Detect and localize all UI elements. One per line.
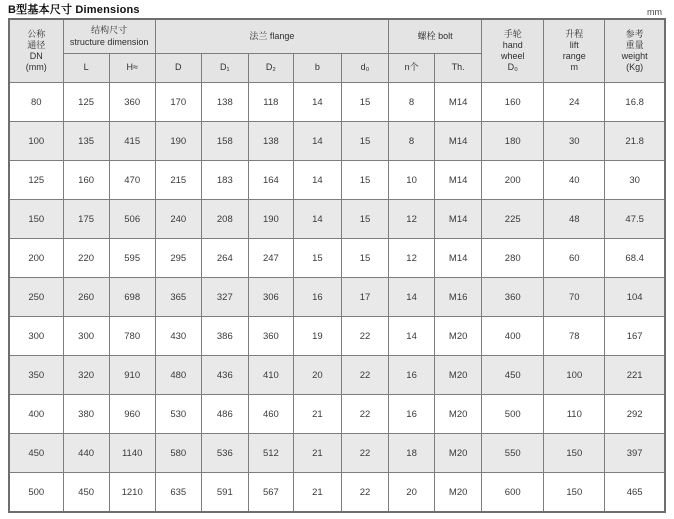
cell-b: 19 (293, 317, 341, 356)
table-row (9, 434, 665, 473)
cell-thread: M14 (435, 83, 482, 122)
cell-l: 450 (63, 473, 109, 513)
header-dn (9, 19, 63, 83)
cell-h-approx: 415 (109, 122, 155, 161)
cell-h-approx: 1210 (109, 473, 155, 513)
cell-l: 300 (63, 317, 109, 356)
cell-b: 20 (293, 356, 341, 395)
cell-lift-m: 110 (544, 395, 605, 434)
cell-l: 220 (63, 239, 109, 278)
cell-d: 190 (155, 122, 201, 161)
cell-weight-kg: 167 (605, 317, 665, 356)
cell-d0: 22 (341, 317, 388, 356)
cell-l: 380 (63, 395, 109, 434)
cell-thread: M20 (435, 356, 482, 395)
cell-d1: 591 (201, 473, 248, 513)
table-row (9, 395, 665, 434)
cell-n-count: 14 (389, 278, 435, 317)
cell-dn: 400 (9, 395, 63, 434)
cell-b: 21 (293, 395, 341, 434)
cell-weight-kg: 68.4 (605, 239, 665, 278)
cell-dn: 80 (9, 83, 63, 122)
cell-d0: 22 (341, 473, 388, 513)
cell-lift-m: 150 (544, 473, 605, 513)
cell-d0: 15 (341, 161, 388, 200)
cell-n-count: 10 (389, 161, 435, 200)
table-row (9, 356, 665, 395)
header-lift-range-line: m (570, 62, 579, 73)
table-row (9, 239, 665, 278)
cell-d: 635 (155, 473, 201, 513)
cell-d1: 208 (201, 200, 248, 239)
subheader-b: b (293, 54, 341, 83)
cell-thread: M14 (435, 161, 482, 200)
cell-b: 14 (293, 161, 341, 200)
cell-d0: 22 (341, 356, 388, 395)
cell-d1: 158 (201, 122, 248, 161)
cell-d: 215 (155, 161, 201, 200)
cell-weight-kg: 292 (605, 395, 665, 434)
cell-n-count: 18 (389, 434, 435, 473)
header-hand-wheel-line: hand (502, 39, 523, 50)
subheader-d0: d₀ (341, 54, 388, 83)
header-structure-dimension (63, 19, 155, 54)
title-bar (8, 2, 666, 17)
cell-b: 15 (293, 239, 341, 278)
cell-dn: 125 (9, 161, 63, 200)
cell-lift-m: 40 (544, 161, 605, 200)
cell-wheel-d0: 225 (482, 200, 544, 239)
cell-d: 365 (155, 278, 201, 317)
cell-weight-kg: 16.8 (605, 83, 665, 122)
header-weight-line: 参考 (625, 28, 644, 39)
table-row (9, 200, 665, 239)
cell-weight-kg: 47.5 (605, 200, 665, 239)
header-lift-range (544, 19, 605, 83)
header-weight-line: (Kg) (626, 62, 644, 73)
cell-d2: 190 (248, 200, 293, 239)
cell-n-count: 20 (389, 473, 435, 513)
cell-n-count: 16 (389, 395, 435, 434)
cell-d2: 138 (248, 122, 293, 161)
header-hand-wheel-line: 手轮 (503, 28, 522, 39)
cell-d0: 15 (341, 239, 388, 278)
cell-dn: 250 (9, 278, 63, 317)
cell-lift-m: 24 (544, 83, 605, 122)
header-hand-wheel-line: D₀ (507, 62, 518, 73)
header-lift-range-line: lift (569, 39, 579, 50)
dimensions-table (8, 18, 666, 513)
unit-label: mm (647, 7, 662, 17)
cell-wheel-d0: 500 (482, 395, 544, 434)
cell-lift-m: 150 (544, 434, 605, 473)
cell-b: 14 (293, 122, 341, 161)
cell-d0: 15 (341, 83, 388, 122)
cell-l: 135 (63, 122, 109, 161)
cell-d: 530 (155, 395, 201, 434)
cell-d: 295 (155, 239, 201, 278)
cell-dn: 300 (9, 317, 63, 356)
cell-wheel-d0: 200 (482, 161, 544, 200)
table-body (9, 83, 665, 513)
cell-n-count: 16 (389, 356, 435, 395)
cell-d2: 567 (248, 473, 293, 513)
cell-wheel-d0: 360 (482, 278, 544, 317)
cell-lift-m: 60 (544, 239, 605, 278)
cell-h-approx: 360 (109, 83, 155, 122)
cell-thread: M20 (435, 473, 482, 513)
header-dn-line: DN (29, 51, 43, 61)
header-weight (605, 19, 665, 83)
subheader-d1: D₁ (201, 54, 248, 83)
cell-weight-kg: 221 (605, 356, 665, 395)
cell-d2: 118 (248, 83, 293, 122)
cell-wheel-d0: 600 (482, 473, 544, 513)
cell-d1: 183 (201, 161, 248, 200)
cell-weight-kg: 30 (605, 161, 665, 200)
cell-b: 14 (293, 200, 341, 239)
cell-d: 580 (155, 434, 201, 473)
cell-d1: 327 (201, 278, 248, 317)
cell-d2: 306 (248, 278, 293, 317)
cell-h-approx: 698 (109, 278, 155, 317)
page-title: B型基本尺寸 Dimensions (8, 4, 140, 16)
cell-weight-kg: 465 (605, 473, 665, 513)
cell-dn: 500 (9, 473, 63, 513)
cell-weight-kg: 397 (605, 434, 665, 473)
header-dn-line: 公称 (27, 28, 46, 39)
cell-d: 430 (155, 317, 201, 356)
header-lift-range-line: range (562, 51, 586, 61)
cell-thread: M14 (435, 200, 482, 239)
cell-l: 175 (63, 200, 109, 239)
cell-n-count: 8 (389, 83, 435, 122)
cell-d1: 138 (201, 83, 248, 122)
cell-d: 170 (155, 83, 201, 122)
cell-thread: M20 (435, 395, 482, 434)
cell-d1: 486 (201, 395, 248, 434)
cell-lift-m: 70 (544, 278, 605, 317)
table-header (9, 19, 665, 83)
cell-l: 125 (63, 83, 109, 122)
subheader-d2: D₂ (248, 54, 293, 83)
table-row (9, 122, 665, 161)
cell-n-count: 12 (389, 239, 435, 278)
cell-n-count: 14 (389, 317, 435, 356)
cell-d2: 460 (248, 395, 293, 434)
cell-d: 240 (155, 200, 201, 239)
cell-l: 260 (63, 278, 109, 317)
cell-l: 320 (63, 356, 109, 395)
subheader-h-approx: H≈ (109, 54, 155, 83)
cell-thread: M20 (435, 434, 482, 473)
cell-dn: 350 (9, 356, 63, 395)
header-hand-wheel (482, 19, 544, 83)
cell-h-approx: 960 (109, 395, 155, 434)
header-structure-line: structure dimension (69, 36, 149, 47)
header-dn-line: 通径 (27, 39, 46, 50)
cell-b: 21 (293, 473, 341, 513)
header-weight-line: 重量 (625, 39, 644, 50)
table-row (9, 278, 665, 317)
subheader-thread: Th. (435, 54, 482, 83)
cell-d2: 512 (248, 434, 293, 473)
cell-weight-kg: 104 (605, 278, 665, 317)
cell-h-approx: 910 (109, 356, 155, 395)
cell-wheel-d0: 400 (482, 317, 544, 356)
cell-d1: 436 (201, 356, 248, 395)
cell-d2: 410 (248, 356, 293, 395)
cell-d0: 15 (341, 200, 388, 239)
cell-b: 16 (293, 278, 341, 317)
cell-lift-m: 30 (544, 122, 605, 161)
cell-d2: 247 (248, 239, 293, 278)
table-row (9, 317, 665, 356)
subheader-d: D (155, 54, 201, 83)
cell-lift-m: 78 (544, 317, 605, 356)
header-hand-wheel-line: wheel (500, 51, 525, 61)
cell-dn: 450 (9, 434, 63, 473)
cell-d0: 22 (341, 395, 388, 434)
cell-d: 480 (155, 356, 201, 395)
table-row (9, 473, 665, 513)
header-dn-line: (mm) (25, 62, 47, 73)
cell-l: 440 (63, 434, 109, 473)
header-structure-line: 结构尺寸 (91, 25, 128, 36)
cell-d1: 264 (201, 239, 248, 278)
table-row (9, 83, 665, 122)
cell-h-approx: 470 (109, 161, 155, 200)
cell-thread: M14 (435, 122, 482, 161)
cell-h-approx: 1140 (109, 434, 155, 473)
header-weight-line: weight (621, 51, 648, 61)
cell-d2: 360 (248, 317, 293, 356)
cell-thread: M16 (435, 278, 482, 317)
cell-h-approx: 780 (109, 317, 155, 356)
cell-wheel-d0: 180 (482, 122, 544, 161)
header-flange: 法兰 flange (155, 19, 388, 54)
subheader-l: L (63, 54, 109, 83)
cell-h-approx: 595 (109, 239, 155, 278)
cell-d1: 386 (201, 317, 248, 356)
cell-dn: 200 (9, 239, 63, 278)
cell-n-count: 12 (389, 200, 435, 239)
cell-d0: 22 (341, 434, 388, 473)
header-bolt: 螺栓 bolt (389, 19, 482, 54)
cell-h-approx: 506 (109, 200, 155, 239)
cell-lift-m: 48 (544, 200, 605, 239)
cell-n-count: 8 (389, 122, 435, 161)
cell-thread: M20 (435, 317, 482, 356)
cell-l: 160 (63, 161, 109, 200)
cell-b: 14 (293, 83, 341, 122)
cell-d0: 17 (341, 278, 388, 317)
cell-dn: 100 (9, 122, 63, 161)
cell-d0: 15 (341, 122, 388, 161)
cell-b: 21 (293, 434, 341, 473)
cell-wheel-d0: 280 (482, 239, 544, 278)
cell-thread: M14 (435, 239, 482, 278)
cell-dn: 150 (9, 200, 63, 239)
header-lift-range-line: 升程 (565, 28, 584, 39)
cell-d2: 164 (248, 161, 293, 200)
subheader-n-count: n个 (389, 54, 435, 83)
cell-wheel-d0: 450 (482, 356, 544, 395)
cell-wheel-d0: 160 (482, 83, 544, 122)
cell-lift-m: 100 (544, 356, 605, 395)
cell-wheel-d0: 550 (482, 434, 544, 473)
cell-weight-kg: 21.8 (605, 122, 665, 161)
cell-d1: 536 (201, 434, 248, 473)
table-row (9, 161, 665, 200)
